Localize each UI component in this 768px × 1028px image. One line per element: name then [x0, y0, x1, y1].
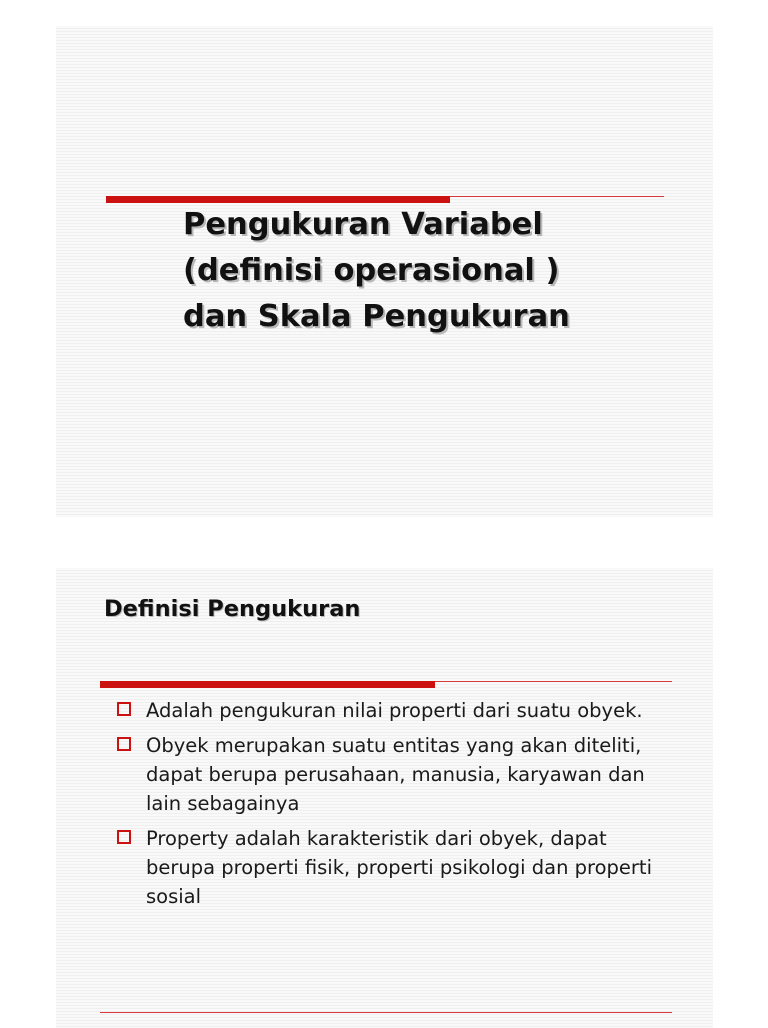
- heading-rule-thick: [100, 681, 435, 688]
- bullet-text: Obyek merupakan suatu entitas yang akan diteliti, dapat berupa perusahaan, manusia, karyawan dan lain sebagainya: [146, 734, 645, 815]
- slide-title: [183, 202, 703, 340]
- title-rule-thin: [450, 196, 664, 197]
- bullet-text: Adalah pengukuran nilai properti dari suatu obyek.: [146, 699, 643, 722]
- title-line-1: Pengukuran Variabel: [183, 207, 543, 242]
- bullet-text: Property adalah karakteristik dari obyek, dapat berupa properti fisik, properti psikologi dan properti sosial: [146, 827, 652, 908]
- hollow-square-icon: [117, 737, 131, 751]
- title-line-3: dan Skala Pengukuran: [183, 299, 570, 334]
- list-item: [116, 824, 676, 911]
- hollow-square-icon: [117, 830, 131, 844]
- content-slide: [56, 568, 713, 1028]
- slide-heading: Definisi Pengukuran: [104, 596, 361, 622]
- title-slide: [56, 26, 713, 517]
- hollow-square-icon: [117, 702, 131, 716]
- bullet-list: [116, 696, 676, 917]
- list-item: [116, 696, 676, 725]
- title-line-2: (definisi operasional ): [183, 253, 560, 288]
- heading-rule-thin: [435, 681, 672, 682]
- list-item: [116, 731, 676, 818]
- bottom-rule-thin: [100, 1012, 672, 1013]
